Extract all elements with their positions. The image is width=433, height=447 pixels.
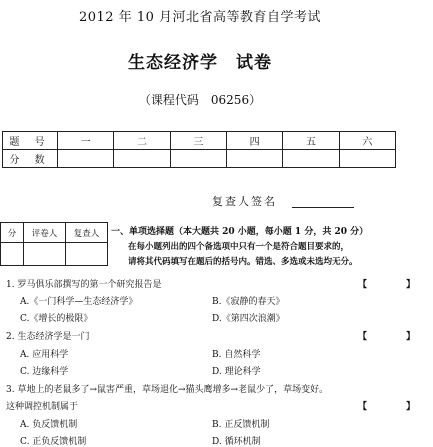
course-code: （课程代码 06256） — [138, 93, 262, 107]
score-cell[interactable] — [339, 150, 395, 168]
score-label: 分 数 — [3, 150, 58, 168]
score-cell[interactable] — [114, 150, 170, 168]
question-number-label: 题 号 — [3, 132, 58, 150]
option-a[interactable]: A. 负反馈机制 — [20, 420, 78, 430]
grader-table — [0, 222, 108, 266]
question-stem: 3. 草地上的老鼠多了→鼠害严重，草场退化→猫头鹰增多→老鼠少了，草场变好。 — [6, 385, 329, 395]
exam-header: 2012 年 10 月河北省高等教育自学考试 — [78, 10, 322, 25]
column-label: 四 — [226, 132, 282, 150]
section-instruction: 在每小题列出的四个备选项中只有一个是符合题目要求的， — [128, 242, 350, 252]
section-title: 一、单项选择题（本大题共 20 小题，每小题 1 分，共 20 分） — [111, 227, 369, 237]
option-a[interactable]: A. 应用科学 — [20, 350, 69, 360]
score-header: 分 — [1, 223, 24, 243]
answer-bracket[interactable]: 【 】 — [358, 280, 433, 290]
option-c[interactable]: C. 正负反馈机制 — [20, 437, 87, 447]
option-d[interactable]: D.《第四次浪潮》 — [212, 314, 285, 324]
grader-cell[interactable] — [24, 243, 66, 266]
score-table-header-row — [3, 132, 396, 150]
option-b[interactable]: B.《寂静的春天》 — [212, 297, 285, 307]
grader-table-blank-row — [1, 243, 108, 266]
score-cell[interactable] — [226, 150, 282, 168]
grader-cell[interactable] — [1, 243, 24, 266]
reviewer-signature-line[interactable] — [292, 207, 354, 208]
option-c[interactable]: C. 边缘科学 — [20, 367, 69, 377]
paper-title: 生态经济学 试卷 — [128, 53, 272, 73]
option-d[interactable]: D. 理论科学 — [212, 367, 261, 377]
score-table-score-row — [3, 150, 396, 168]
question-stem: 2. 生态经济学是一门 — [6, 332, 90, 342]
answer-bracket[interactable]: 【 】 — [358, 332, 433, 342]
grader-cell[interactable] — [66, 243, 108, 266]
column-label: 一 — [58, 132, 114, 150]
column-label: 五 — [283, 132, 339, 150]
score-cell[interactable] — [58, 150, 114, 168]
column-label: 六 — [339, 132, 395, 150]
option-d[interactable]: D. 循环机制 — [212, 437, 261, 447]
option-a[interactable]: A.《一门科学—生态经济学》 — [20, 297, 138, 307]
score-table — [2, 131, 396, 168]
answer-bracket[interactable]: 【 】 — [358, 402, 433, 412]
grader-header: 评卷人 — [24, 223, 66, 243]
option-b[interactable]: B. 正反馈机制 — [212, 420, 270, 430]
question-stem-continued: 这种调控机制属于 — [6, 402, 79, 412]
reviewer-signature-label: 复查人签名 — [212, 195, 277, 208]
option-b[interactable]: B. 自然科学 — [212, 350, 261, 360]
reviewer-header: 复查人 — [66, 223, 108, 243]
section-instruction: 请将其代码填写在题后的括号内。错选、多选或未选均无分。 — [128, 257, 358, 267]
column-label: 三 — [170, 132, 226, 150]
option-c[interactable]: C.《增长的极限》 — [20, 314, 93, 324]
score-cell[interactable] — [170, 150, 226, 168]
score-cell[interactable] — [283, 150, 339, 168]
column-label: 二 — [114, 132, 170, 150]
question-stem: 1. 罗马俱乐部撰写的第一个研究报告是 — [6, 280, 162, 290]
grader-table-header-row — [1, 223, 108, 243]
